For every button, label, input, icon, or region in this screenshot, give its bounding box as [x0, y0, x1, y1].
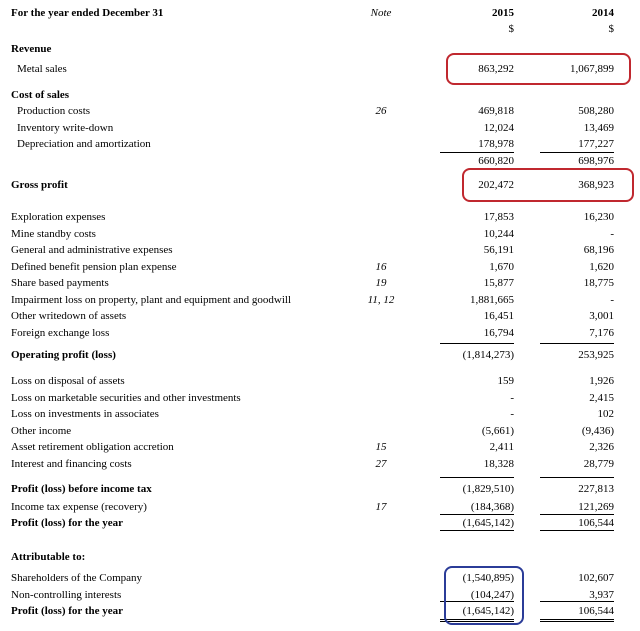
row-label: Profit (loss) for the year	[11, 517, 124, 529]
header-year-2014: 2014	[592, 7, 614, 19]
row-note: 16	[375, 261, 387, 273]
row-value-2015: (104,247)	[470, 589, 514, 601]
row-label: Foreign exchange loss	[11, 327, 110, 339]
row-label: Impairment loss on property, plant and equipment and goodwill	[11, 294, 292, 306]
statement-row	[0, 308, 640, 324]
row-value-2014: 2,415	[589, 392, 614, 404]
row-label: Mine standby costs	[11, 228, 96, 240]
row-note: 26	[375, 105, 387, 117]
row-value-2015: 15,877	[483, 277, 514, 289]
subtotal-rule-2015	[440, 152, 514, 153]
statement-row	[0, 499, 640, 515]
statement-row	[0, 242, 640, 258]
header-row	[0, 5, 640, 21]
row-label: Other income	[11, 425, 72, 437]
statement-row	[0, 406, 640, 422]
row-label: Depreciation and amortization	[17, 138, 151, 150]
statement-row	[0, 153, 640, 169]
row-value-2014: 1,067,899	[570, 63, 614, 75]
row-value-2015: (184,368)	[470, 501, 514, 513]
row-label: Other writedown of assets	[11, 310, 127, 322]
row-value-2015: 56,191	[483, 244, 514, 256]
row-label: Share based payments	[11, 277, 109, 289]
row-value-2014: (9,436)	[581, 425, 614, 437]
row-label: Metal sales	[17, 63, 67, 75]
header-label: For the year ended December 31	[11, 7, 164, 19]
currency-2015: $	[508, 23, 514, 35]
statement-row	[0, 373, 640, 389]
row-value-2015: 159	[497, 375, 514, 387]
row-value-2015: 17,853	[483, 211, 514, 223]
statement-row	[0, 209, 640, 225]
row-label: Asset retirement obligation accretion	[11, 441, 174, 453]
row-value-2015: (1,540,895)	[462, 572, 514, 584]
currency-row	[0, 21, 640, 37]
attributable-highlight	[444, 566, 524, 625]
statement-row	[0, 481, 640, 497]
row-label: Production costs	[17, 105, 91, 117]
row-label: Profit (loss) before income tax	[11, 483, 152, 495]
row-value-2014: 3,937	[589, 589, 614, 601]
row-value-2014: 177,227	[578, 138, 614, 150]
row-value-2015: (1,645,142)	[462, 517, 514, 529]
net-rule-2014	[540, 530, 614, 531]
row-label: Exploration expenses	[11, 211, 106, 223]
metal-sales-highlight	[446, 53, 631, 85]
header-note: Note	[370, 7, 392, 19]
row-value-2014: 3,001	[589, 310, 614, 322]
row-value-2014: -	[610, 228, 614, 240]
tax-rule-2015	[440, 514, 514, 515]
row-value-2015: 2,411	[489, 441, 514, 453]
row-label: Cost of sales	[11, 89, 70, 101]
row-value-2015: -	[510, 392, 514, 404]
row-value-2014: 508,280	[578, 105, 614, 117]
row-value-2015: (1,645,142)	[462, 605, 514, 617]
row-value-2014: 13,469	[583, 122, 614, 134]
statement-row	[0, 515, 640, 531]
tax-rule-2014	[540, 514, 614, 515]
statement-row	[0, 603, 640, 619]
row-value-2014: 102,607	[578, 572, 614, 584]
row-label: Inventory write-down	[17, 122, 114, 134]
pretax-rule-2014	[540, 477, 614, 478]
row-label: Loss on marketable securities and other investments	[11, 392, 241, 404]
row-value-2015: 16,794	[483, 327, 514, 339]
row-value-2014: 106,544	[578, 605, 614, 617]
row-label: Operating profit (loss)	[11, 349, 116, 361]
statement-row	[0, 347, 640, 363]
row-value-2014: 1,926	[589, 375, 614, 387]
row-label: Revenue	[11, 43, 52, 55]
statement-row	[0, 570, 640, 586]
statement-row	[0, 226, 640, 242]
statement-row	[0, 423, 640, 439]
row-value-2014: 18,775	[583, 277, 614, 289]
row-note: 27	[375, 458, 387, 470]
statement-row	[0, 87, 640, 103]
row-value-2014: 7,176	[589, 327, 614, 339]
row-label: Attributable to:	[11, 551, 86, 563]
row-value-2015: 660,820	[478, 155, 514, 167]
row-label: Loss on investments in associates	[11, 408, 159, 420]
statement-row	[0, 275, 640, 291]
row-value-2015: 10,244	[483, 228, 514, 240]
row-value-2014: 253,925	[578, 349, 614, 361]
row-value-2015: (5,661)	[481, 425, 514, 437]
row-value-2014: -	[610, 294, 614, 306]
row-note: 17	[375, 501, 387, 513]
row-label: Income tax expense (recovery)	[11, 501, 147, 513]
row-label: General and administrative expenses	[11, 244, 173, 256]
statement-row	[0, 136, 640, 152]
statement-row	[0, 456, 640, 472]
row-value-2015: 12,024	[483, 122, 514, 134]
row-value-2014: 2,326	[589, 441, 614, 453]
operating-rule-2014	[540, 343, 614, 344]
row-value-2015: 1,881,665	[470, 294, 514, 306]
operating-rule-2015	[440, 343, 514, 344]
row-value-2014: 368,923	[578, 179, 614, 191]
row-value-2015: 469,818	[478, 105, 514, 117]
final-double-rule-2014	[540, 619, 614, 622]
subtotal-rule-2014	[540, 152, 614, 153]
statement-row	[0, 325, 640, 341]
row-value-2015: 18,328	[483, 458, 514, 470]
row-value-2015: (1,829,510)	[462, 483, 514, 495]
statement-row	[0, 439, 640, 455]
row-value-2015: 863,292	[478, 63, 514, 75]
row-label: Shareholders of the Company	[11, 572, 143, 584]
header-year-2015: 2015	[492, 7, 514, 19]
row-value-2014: 28,779	[583, 458, 614, 470]
row-label: Defined benefit pension plan expense	[11, 261, 177, 273]
row-label: Profit (loss) for the year	[11, 605, 124, 617]
row-value-2014: 16,230	[583, 211, 614, 223]
statement-row	[0, 292, 640, 308]
statement-row	[0, 549, 640, 565]
pretax-rule-2015	[440, 477, 514, 478]
row-value-2014: 102	[597, 408, 614, 420]
row-value-2014: 68,196	[583, 244, 614, 256]
row-label: Loss on disposal of assets	[11, 375, 125, 387]
row-value-2014: 227,813	[578, 483, 614, 495]
row-value-2015: -	[510, 408, 514, 420]
row-value-2015: 178,978	[478, 138, 514, 150]
row-note: 19	[375, 277, 387, 289]
gross-profit-highlight	[462, 168, 634, 202]
row-value-2015: 1,670	[489, 261, 514, 273]
row-label: Interest and financing costs	[11, 458, 132, 470]
row-label: Non-controlling interests	[11, 589, 122, 601]
row-label: Gross profit	[11, 179, 68, 191]
attrib-rule-2014	[540, 601, 614, 602]
currency-2014: $	[608, 23, 614, 35]
statement-row	[0, 259, 640, 275]
row-note: 15	[375, 441, 387, 453]
row-value-2015: 202,472	[478, 179, 514, 191]
row-value-2014: 106,544	[578, 517, 614, 529]
row-value-2015: 16,451	[483, 310, 514, 322]
row-value-2015: (1,814,273)	[462, 349, 514, 361]
row-note: 11, 12	[367, 294, 395, 306]
row-value-2014: 698,976	[578, 155, 614, 167]
statement-row	[0, 120, 640, 136]
row-value-2014: 121,269	[578, 501, 614, 513]
statement-row	[0, 103, 640, 119]
row-value-2014: 1,620	[589, 261, 614, 273]
statement-row	[0, 390, 640, 406]
net-rule-2015	[440, 530, 514, 531]
